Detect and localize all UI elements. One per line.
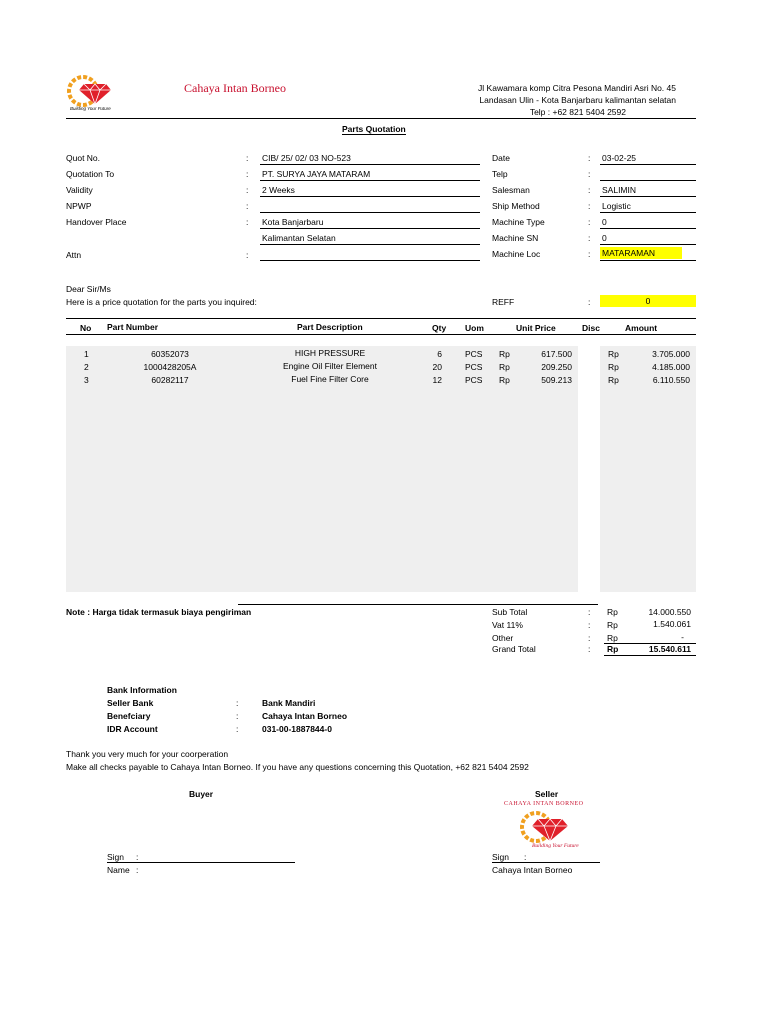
note-divider (238, 604, 598, 605)
field-underline (600, 164, 696, 165)
cell-qty: 12 (432, 375, 442, 385)
field-colon: : (588, 249, 591, 259)
field-colon: : (246, 153, 249, 163)
field-value-date: 03-02-25 (602, 153, 637, 163)
bank-label-idr-account: IDR Account (107, 724, 158, 734)
other-value: - (681, 632, 684, 642)
field-label-validity: Validity (66, 185, 93, 195)
seller-sign-line (492, 862, 600, 863)
intro-text: Here is a price quotation for the parts you inquired: (66, 297, 257, 307)
field-colon: : (246, 250, 249, 260)
field-underline (600, 228, 696, 229)
thanks-text: Thank you very much for your coorperation (66, 749, 229, 759)
field-value-validity: 2 Weeks (262, 185, 295, 195)
buyer-name-label: Name (107, 865, 130, 875)
cell-no: 3 (84, 375, 89, 385)
buyer-sign-label: Sign (107, 852, 125, 862)
cell-description: HIGH PRESSURE (294, 348, 366, 358)
col-header-no: No (80, 323, 92, 333)
bank-value-seller-bank: Bank Mandiri (262, 698, 316, 708)
subtotal-currency: Rp (607, 607, 618, 617)
field-label-handover-place: Handover Place (66, 217, 127, 227)
company-tagline: Building Your Future (70, 106, 111, 111)
other-currency: Rp (607, 633, 618, 643)
bank-value-idr-account: 031-00-1887844-0 (262, 724, 332, 734)
field-colon: : (246, 169, 249, 179)
cell-qty: 20 (432, 362, 442, 372)
col-header-qty: Qty (432, 323, 447, 333)
col-header-unit-price: Unit Price (516, 323, 556, 333)
grand-total-underline (604, 655, 696, 656)
field-colon: : (246, 201, 249, 211)
subtotal-label: Sub Total (492, 607, 528, 617)
field-underline (260, 212, 480, 213)
cell-currency: Rp (499, 349, 510, 359)
field-label-ship-method: Ship Method (492, 201, 540, 211)
cell-amount-currency: Rp (608, 362, 619, 372)
field-value-machine-loc: MATARAMAN (600, 247, 682, 259)
company-logo (66, 72, 118, 110)
col-header-description: Part Description (297, 322, 363, 332)
field-value-machine-type: 0 (602, 217, 607, 227)
grand-total-value: 15.540.611 (648, 644, 691, 654)
shipping-note: Note : Harga tidak termasuk biaya pengiriman (66, 607, 252, 617)
col-header-disc: Disc (582, 323, 600, 333)
field-label-salesman: Salesman (492, 185, 530, 195)
field-colon: : (588, 620, 591, 630)
field-colon: : (588, 169, 591, 179)
field-underline (600, 212, 696, 213)
field-underline (600, 196, 696, 197)
field-label-attn: Attn (66, 250, 82, 260)
other-label: Other (492, 633, 514, 643)
field-underline (260, 180, 480, 181)
seller-sign-label: Sign (492, 852, 510, 862)
grand-total-label: Grand Total (492, 644, 536, 654)
reff-label: REFF (492, 297, 515, 307)
seller-stamp-tagline: Building Your Future (532, 843, 579, 849)
company-name: Cahaya Intan Borneo (184, 81, 286, 95)
cell-description: Engine Oil Filter Element (282, 361, 377, 371)
field-value-ship-method: Logistic (602, 201, 631, 211)
table-header-border (66, 334, 696, 335)
seller-name: Cahaya Intan Borneo (492, 865, 573, 875)
field-colon: : (524, 852, 527, 862)
field-label-machine-loc: Machine Loc (492, 249, 541, 259)
field-colon: : (236, 711, 239, 721)
table-top-border (66, 318, 696, 319)
cell-currency: Rp (499, 362, 510, 372)
field-underline (260, 260, 480, 261)
cell-unit-price: 509.213 (541, 375, 572, 385)
field-underline (260, 164, 480, 165)
field-label-date: Date (492, 153, 510, 163)
field-underline (600, 180, 696, 181)
cell-part-number: 60282117 (151, 375, 189, 385)
field-colon: : (588, 644, 591, 654)
header-divider (66, 118, 696, 119)
cell-amount-currency: Rp (608, 349, 619, 359)
bank-title: Bank Information (107, 685, 177, 695)
cell-description: Fuel Fine Filter Core (291, 374, 369, 384)
bank-value-beneficiary: Cahaya Intan Borneo (262, 711, 348, 721)
greeting: Dear Sir/Ms (66, 284, 111, 294)
bank-label-seller-bank: Seller Bank (107, 698, 154, 708)
cell-unit-price: 209.250 (541, 362, 572, 372)
company-address-2: Landasan Ulin - Kota Banjarbaru kalimantan selatan (479, 95, 676, 105)
field-value-handover-place: Kota Banjarbaru (262, 217, 324, 227)
cell-part-number: 60352073 (151, 349, 189, 359)
cell-part-number: 1000428205A (143, 362, 197, 372)
bank-label-beneficiary: Benefciary (107, 711, 151, 721)
vat-currency: Rp (607, 620, 618, 630)
field-value-salesman: SALIMIN (602, 185, 637, 195)
reff-value: 0 (600, 295, 696, 307)
field-value-quot-no: CIB/ 25/ 02/ 03 NO-523 (262, 153, 351, 163)
buyer-title: Buyer (189, 789, 214, 799)
field-colon: : (236, 698, 239, 708)
field-underline (260, 196, 480, 197)
field-label-machine-sn: Machine SN (492, 233, 539, 243)
field-colon: : (136, 865, 139, 875)
cell-no: 1 (84, 349, 89, 359)
subtotal-value: 14.000.550 (648, 607, 691, 617)
seller-stamp-logo (518, 809, 578, 845)
field-value-machine-sn: 0 (602, 233, 607, 243)
cell-amount: 6.110.550 (652, 375, 690, 385)
company-telp: Telp : +62 821 5404 2592 (529, 107, 626, 117)
field-colon: : (588, 297, 591, 307)
col-header-amount: Amount (625, 323, 658, 333)
seller-title: Seller (535, 789, 559, 799)
field-value-quotation-to: PT. SURYA JAYA MATARAM (262, 169, 371, 179)
col-header-uom: Uom (465, 323, 484, 333)
field-label-telp: Telp (492, 169, 508, 179)
field-value-handover-place-2: Kalimantan Selatan (262, 233, 336, 243)
field-underline (260, 228, 480, 229)
field-label-quotation-to: Quotation To (66, 169, 115, 179)
col-header-part-number: Part Number (107, 322, 159, 332)
field-underline (260, 244, 480, 245)
cell-no: 2 (84, 362, 89, 372)
field-label-machine-type: Machine Type (492, 217, 545, 227)
buyer-sign-line (107, 862, 295, 863)
field-colon: : (588, 633, 591, 643)
checks-text: Make all checks payable to Cahaya Intan Borneo. If you have any questions concerning this Quotation, +62 821 5404 2592 (66, 762, 529, 772)
field-colon: : (246, 217, 249, 227)
field-colon: : (236, 724, 239, 734)
vat-label: Vat 11% (492, 620, 523, 630)
field-colon: : (588, 185, 591, 195)
field-label-npwp: NPWP (66, 201, 92, 211)
document-title: Parts Quotation (342, 124, 406, 134)
seller-stamp-name: CAHAYA INTAN BORNEO (504, 801, 584, 807)
cell-amount-currency: Rp (608, 375, 619, 385)
vat-value: 1.540.061 (653, 619, 691, 629)
cell-uom: PCS (465, 375, 483, 385)
grand-total-currency: Rp (607, 644, 619, 654)
field-label-quot-no: Quot No. (66, 153, 101, 163)
cell-unit-price: 617.500 (541, 349, 572, 359)
cell-currency: Rp (499, 375, 510, 385)
field-colon: : (246, 185, 249, 195)
field-colon: : (588, 201, 591, 211)
field-underline (600, 244, 696, 245)
field-colon: : (136, 852, 139, 862)
field-colon: : (588, 233, 591, 243)
cell-uom: PCS (465, 362, 483, 372)
field-colon: : (588, 153, 591, 163)
company-address-1: Jl Kawamara komp Citra Pesona Mandiri Asri No. 45 (478, 83, 676, 93)
field-colon: : (588, 607, 591, 617)
cell-uom: PCS (465, 349, 483, 359)
field-colon: : (588, 217, 591, 227)
field-underline (600, 260, 696, 261)
cell-amount: 3.705.000 (652, 349, 690, 359)
cell-amount: 4.185.000 (652, 362, 690, 372)
cell-qty: 6 (437, 349, 442, 359)
